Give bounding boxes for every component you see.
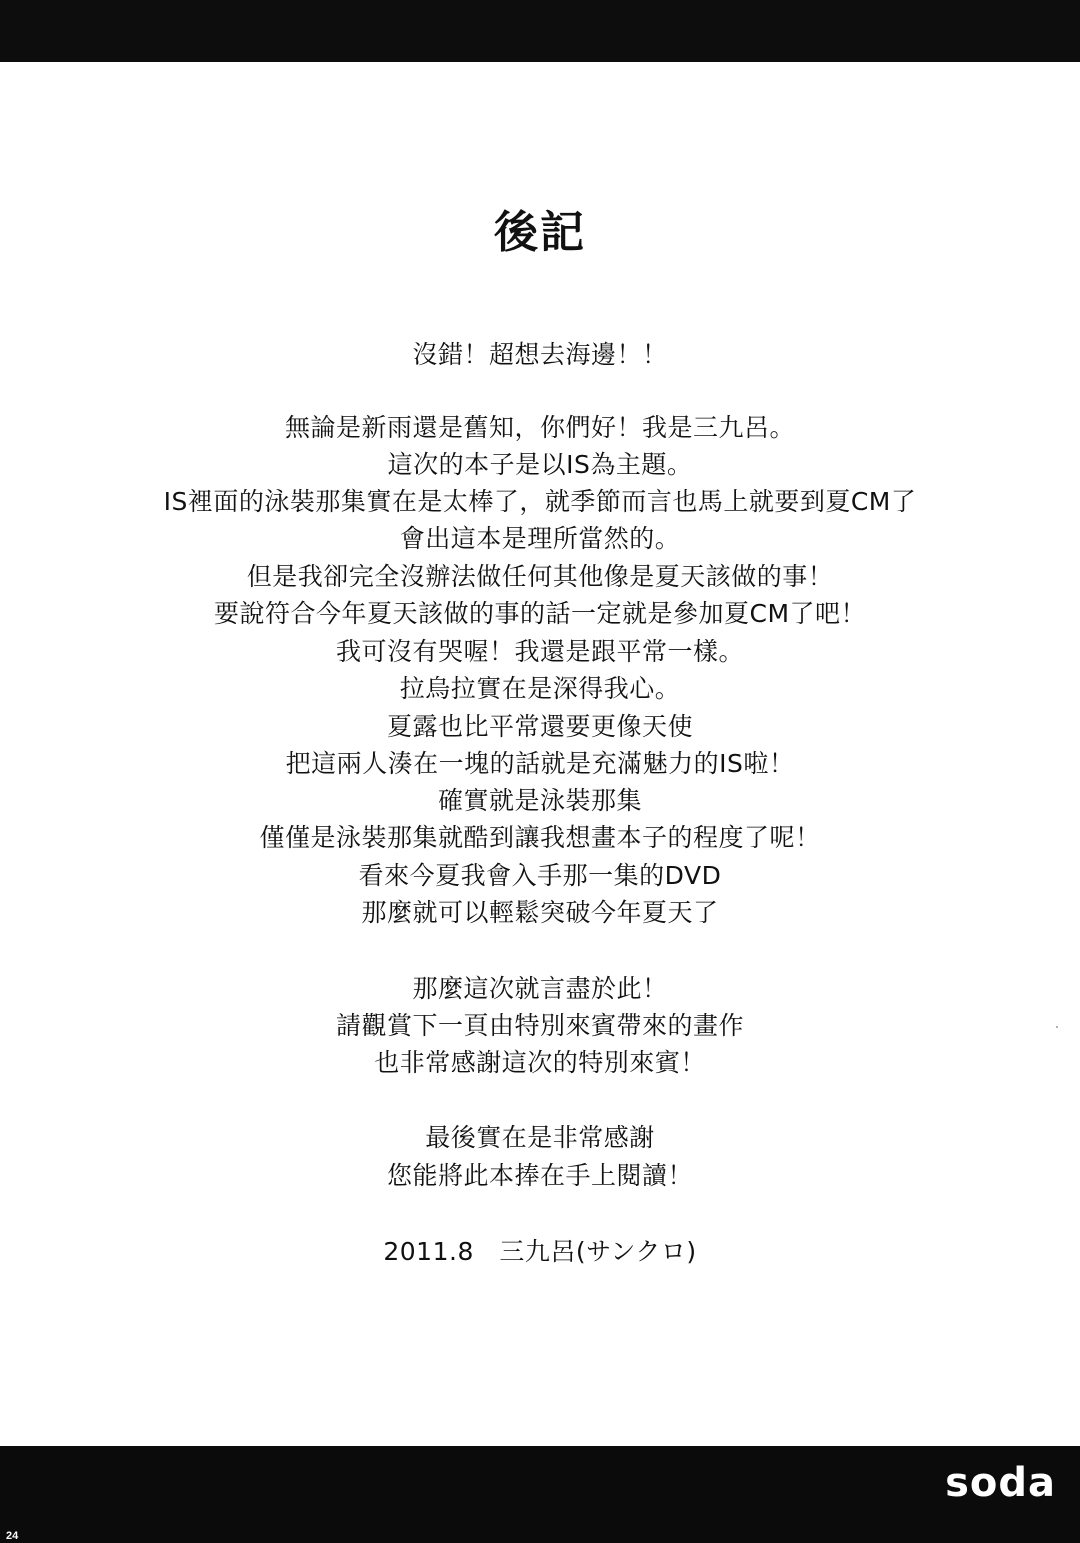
page-title: 後記 (494, 207, 586, 258)
text-line-12: 確實就是泳裝那集 (437, 786, 642, 815)
top-border-bar (0, 0, 1080, 62)
text-line-2: 無論是新雨還是舊知，你們好！我是三九呂。 (284, 413, 795, 442)
text-line-3: 這次的本子是以IS為主題。 (387, 450, 693, 479)
text-line-9: 拉烏拉實在是深得我心。 (399, 674, 681, 703)
text-line-16: 那麼這次就言盡於此！ (412, 974, 668, 1003)
text-line-15: 那麼就可以輕鬆突破今年夏天了 (361, 898, 719, 927)
text-line-1: 沒錯！超想去海邊！！ (412, 340, 668, 369)
text-line-5: 會出這本是理所當然的。 (399, 524, 681, 553)
text-line-10: 夏露也比平常還要更像天使 (386, 712, 693, 741)
text-line-8: 我可沒有哭喔！我還是跟平常一樣。 (335, 637, 744, 666)
soda-logo: soda (945, 1460, 1056, 1506)
text-line-20: 您能將此本捧在手上閱讀！ (386, 1161, 693, 1190)
signature: 2011.8 三九呂(サンクロ) (383, 1237, 697, 1266)
scan-speck (1056, 1026, 1058, 1028)
text-line-4: IS裡面的泳裝那集實在是太棒了，就季節而言也馬上就要到夏CM了 (163, 487, 917, 516)
text-line-14: 看來今夏我會入手那一集的DVD (358, 861, 722, 890)
text-line-17: 請觀賞下一頁由特別來賓帶來的畫作 (335, 1011, 744, 1040)
text-line-13: 僅僅是泳裝那集就酷到讓我想畫本子的程度了呢！ (259, 823, 821, 852)
text-line-18: 也非常感謝這次的特別來賓！ (374, 1048, 706, 1077)
text-line-7: 要說符合今年夏天該做的事的話一定就是參加夏CM了吧！ (213, 599, 867, 628)
text-line-11: 把這兩人湊在一塊的話就是充滿魅力的IS啦！ (285, 749, 795, 778)
page-number: 24 (6, 1530, 19, 1542)
text-line-6: 但是我卻完全沒辦法做任何其他像是夏天該做的事！ (246, 562, 834, 591)
bottom-border-bar (0, 1446, 1080, 1543)
text-line-19: 最後實在是非常感謝 (425, 1123, 655, 1152)
